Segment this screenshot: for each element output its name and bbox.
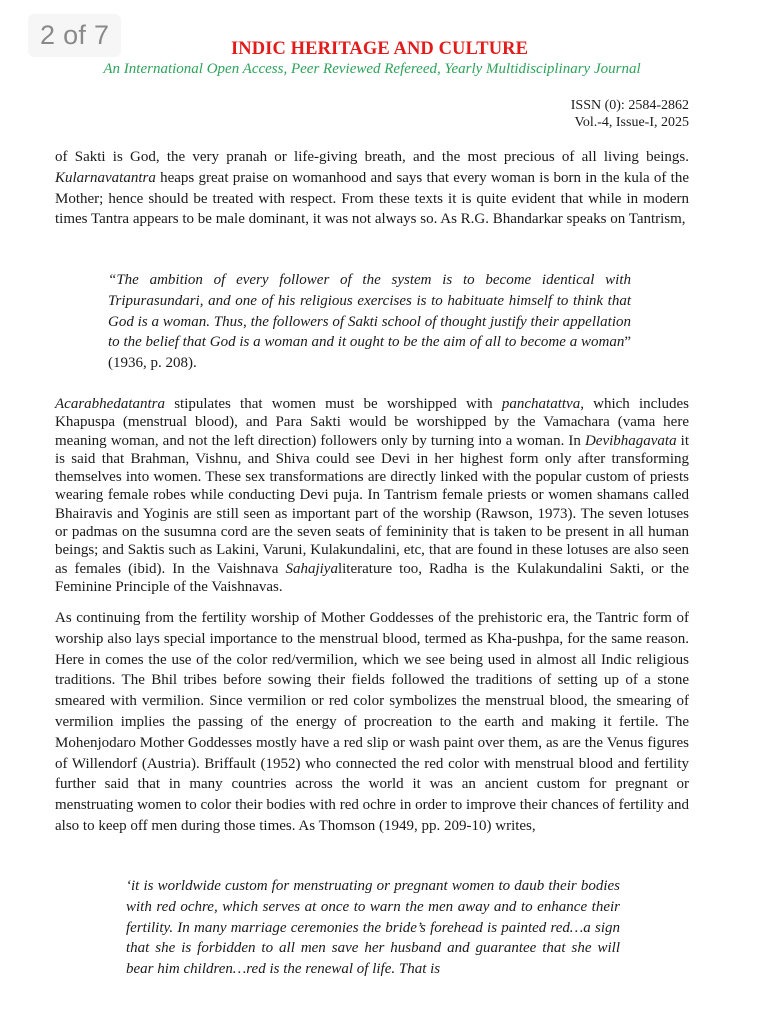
paragraph-2-part3: it is said that Brahman, Vishnu, and Shiva could see Devi in her highest form only after transforming themselves into women. These sex transformations are directly linked with the popular custom of priests wearing female robes while conducting Devi puja. In Tantrism female priests or women shamans called Bhairavis and Yoginis are still seen as important part of the worship (Rawson, 1973). The seven lotuses or padmas on the susumna cord are the seven seats of femininity that is taken to be present in all human beings; and Saktis such as Lakini, Varuni, Kulakundalini, etc, that are found in these lotuses are also seen as females (ibid). In the Vaishnava <box>55 432 689 577</box>
term-panchatattva: panchatattva <box>501 396 581 412</box>
blockquote-bhandarkar <box>108 270 631 374</box>
journal-subtitle: An International Open Access, Peer Reviewed Refereed, Yearly Multidisciplinary Journal <box>103 61 641 77</box>
term-devibhagavata: Devibhagavata <box>584 432 677 449</box>
journal-title: INDIC HERITAGE AND CULTURE <box>230 39 529 59</box>
quote-1-citation: ” (1936, p. 208). <box>108 334 631 372</box>
quote-1-text: “The ambition of every follower of the system is to become identical with Tripurasundari, and one of his religious exercises is to habituate himself to think that God is a woman. Thus, the followers of Sakti school of thought justify their appellation to the belief that God is a woman and it ought to be the aim of all to become a woman <box>108 272 631 351</box>
term-kularnavatantra: Kularnavatantra <box>55 169 156 186</box>
issn-number: ISSN (0): 2584-2862 <box>570 98 689 113</box>
paragraph-2 <box>55 395 689 596</box>
paragraph-1 <box>55 147 689 230</box>
paragraph-2-part1: stipulates that women must be worshipped with <box>165 396 502 412</box>
volume-issue: Vol.-4, Issue-I, 2025 <box>574 115 689 130</box>
issn-block <box>571 97 689 131</box>
term-acarabhedatantra: Acarabhedatantra <box>55 396 165 412</box>
blockquote-thomson: ‘it is worldwide custom for menstruating or pregnant women to daub their bodies with red ochre, which serves at once to warn the men away and to enhance their fertility. In many marriage ceremonies the bride’s forehead is painted red…a sign that she is forbidden to all men save her husband and guarantee that she will bear him children…red is the renewal of life. That is <box>126 878 620 978</box>
paragraph-2-part4: literature too, Radha is the Kulakundalini Sakti, or the Feminine Principle of the Vaishnavas. <box>55 560 689 595</box>
term-sahajiya: Sahajiya <box>285 560 338 577</box>
paragraph-1-rest: heaps great praise on womanhood and says that every woman is born in the kula of the Mother; hence should be treated with respect. From these texts it is quite evident that while in modern times Tantra appears to be male dominant, it was not always so. As R.G. Bhandarkar speaks on Tantrism, <box>55 169 689 228</box>
page-indicator: 2 of 7 <box>28 14 121 57</box>
paragraph-2-part2: , which includes Khapuspa (menstrual blood), and Para Sakti would be worshipped by the Vamachara (vama here meaning woman, and not the left direction) followers only by turning into a woman. In <box>55 396 689 449</box>
paragraph-1-line1: of Sakti is God, the very pranah or life-giving breath, and the most precious of all living beings. <box>55 149 689 165</box>
paragraph-3: As continuing from the fertility worship of Mother Goddesses of the prehistoric era, the Tantric form of worship also lays special importance to the menstrual blood, termed as Kha-pushpa, for the same reason. Here in comes the use of the color red/vermilion, which we see being used in almost all Indic religious traditions. The Bhil tribes before sowing their fields followed the traditions of setting up of a stone smeared with vermilion. Since vermilion or red color symbolizes the menstrual blood, the smearing of vermilion implies the passing of the energy of procreation to the earth and making it fertile. The Mohenjodaro Mother Goddesses mostly have a red slip or wash paint over them, as are the Venus figures of Willendorf (Austria). Briffault (1952) who connected the red color with menstrual blood and fertility further said that in many countries across the world it was an ancient custom for pregnant or menstruating women to color their bodies with red ochre in order to improve their chances of fertility and also to keep off men during those times. As Thomson (1949, pp. 209-10) writes, <box>55 610 689 834</box>
